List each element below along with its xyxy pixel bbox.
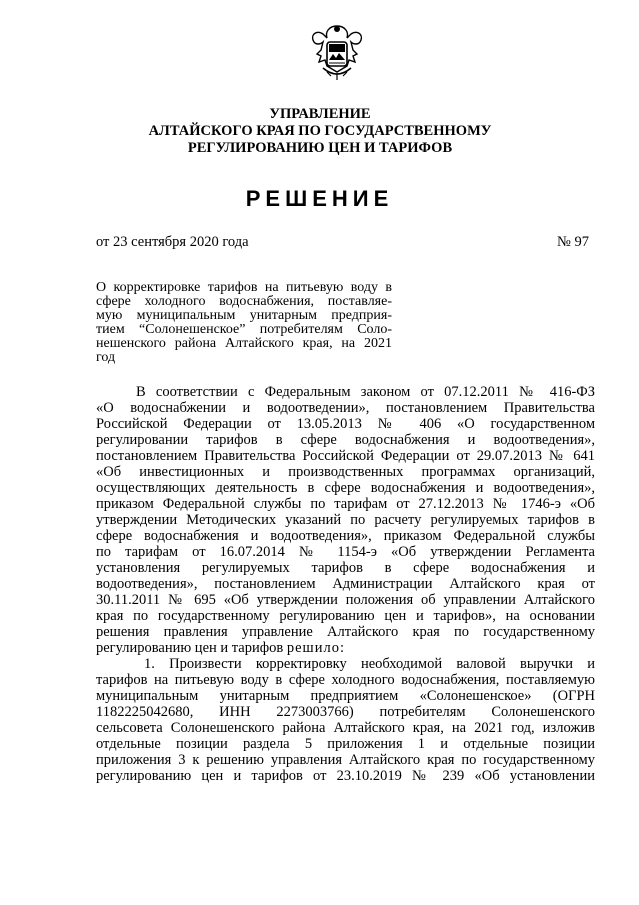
body-line: В соответствии с Федеральным законом от 07.12.2011 № 416-ФЗ xyxy=(136,384,595,400)
document-body xyxy=(96,384,595,784)
subject-line: О корректировке тарифов на питьевую воду в xyxy=(96,280,392,295)
body-line: приказом Федеральной службы по тарифам от 27.12.2013 № 1746-э «Об xyxy=(96,496,595,512)
body-line: «Об инвестиционных и производственных программах организаций, xyxy=(96,464,595,480)
body-line-text: регулированию цен и тарифов xyxy=(96,640,284,656)
organization-name xyxy=(80,106,560,157)
body-line: установления регулируемых тарифов в сфере водоснабжения и xyxy=(96,560,595,576)
body-line: муниципальным унитарным предприятием «Солонешенское» (ОГРН xyxy=(96,688,595,704)
body-line: сельсовета Солонешенского района Алтайского края, на 2021 год, изложив xyxy=(96,720,595,736)
body-line: по тарифам от 16.07.2014 № 1154-э «Об утверждении Регламента xyxy=(96,544,595,560)
body-line: края по государственному регулированию цен и тарифов», на основании xyxy=(96,608,595,624)
document-date: от 23 сентября 2020 года xyxy=(96,234,249,250)
document-subject xyxy=(96,281,392,365)
body-line: водоотведения», постановлением Администрации Алтайского края от xyxy=(96,576,595,592)
subject-line: год xyxy=(96,350,116,365)
coat-of-arms-icon xyxy=(305,20,369,84)
body-line: осуществляющих деятельность в сфере водоснабжения и водоотведения», xyxy=(96,480,595,496)
subject-line: сфере холодного водоснабжения, поставляе- xyxy=(96,294,392,309)
body-line: 1. Произвести корректировку необходимой валовой выручки и xyxy=(144,656,595,672)
body-line: отдельные позиции раздела 5 приложения 1 и отдельные позиции xyxy=(96,736,595,752)
body-line: регулировании тарифов в сфере водоснабжения и водоотведения», xyxy=(96,432,595,448)
subject-line: тием “Солонешенское” потребителям Соло- xyxy=(96,322,392,337)
document-number: № 97 xyxy=(557,234,589,250)
subject-line: нешенского района Алтайского края, на 2021 xyxy=(96,336,392,351)
body-line: «О водоснабжении и водоотведении», постановлением Правительства xyxy=(96,400,595,416)
subject-line: мую муниципальным унитарным предприя- xyxy=(96,308,392,323)
body-line: постановлением Правительства Российской Федерации от 29.07.2013 № 641 xyxy=(96,448,595,464)
org-line: УПРАВЛЕНИЕ xyxy=(269,106,371,122)
body-line: регулированию цен и тарифов от 23.10.2019 № 239 «Об установлении xyxy=(96,768,595,784)
body-line: 1182225042680, ИНН 2273003766) потребителям Солонешенского xyxy=(96,704,595,720)
resolution-verb: решило: xyxy=(286,640,345,656)
body-line: 30.11.2011 № 695 «Об утверждении положения об управлении Алтайского xyxy=(96,592,595,608)
body-line: решения правления управление Алтайского края по государственному xyxy=(96,624,595,640)
body-line xyxy=(96,640,595,656)
document-type-heading: РЕШЕНИЕ xyxy=(245,186,394,211)
body-line: сфере водоснабжения и водоотведения», приказом Федеральной службы xyxy=(96,528,595,544)
body-line: приложения 3 к решению управления Алтайского края по государственному xyxy=(96,752,595,768)
body-line: тарифов на питьевую воду в сфере холодного водоснабжения, поставляемую xyxy=(96,672,595,688)
body-line: утверждении Методических указаний по расчету регулируемых тарифов в xyxy=(96,512,595,528)
org-line: РЕГУЛИРОВАНИЮ ЦЕН И ТАРИФОВ xyxy=(187,140,453,156)
body-line: Российской Федерации от 13.05.2013 № 406 «О государственном xyxy=(96,416,595,432)
org-line: АЛТАЙСКОГО КРАЯ ПО ГОСУДАРСТВЕННОМУ xyxy=(148,123,492,139)
